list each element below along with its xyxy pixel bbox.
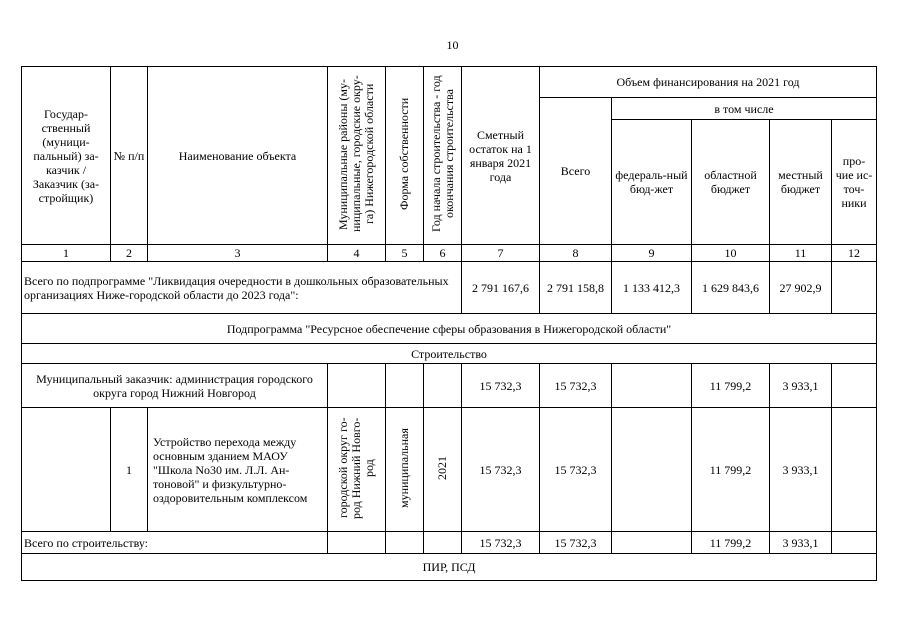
column-number: 10 <box>692 245 770 262</box>
column-number: 11 <box>770 245 832 262</box>
header-local: местный бюджет <box>770 120 832 245</box>
header-ownership <box>386 67 424 245</box>
subprogram-total-row <box>22 262 877 314</box>
column-number: 3 <box>148 245 328 262</box>
pir-title: ПИР, ПСД <box>22 554 877 581</box>
header-district <box>328 67 386 245</box>
header-district-text: Муниципальные районы (му-ниципальные, городские окру-га) Нижегородской области <box>336 75 376 233</box>
object-customer <box>22 408 111 532</box>
construction-total-federal <box>612 532 692 554</box>
customer-federal <box>612 364 692 408</box>
page-number: 10 <box>446 38 459 52</box>
customer-district <box>328 364 386 408</box>
customer-regional: 11 799,2 <box>692 364 770 408</box>
object-local: 3 933,1 <box>770 408 832 532</box>
object-year <box>424 408 462 532</box>
header-estimate: Сметный остаток на 1 января 2021 года <box>462 67 540 245</box>
customer-total: 15 732,3 <box>540 364 612 408</box>
column-numbers-row <box>22 245 877 262</box>
construction-year <box>424 532 462 554</box>
subprogram-total-total: 2 791 158,8 <box>540 262 612 314</box>
column-number: 9 <box>612 245 692 262</box>
object-total: 15 732,3 <box>540 408 612 532</box>
header-federal: федераль-ный бюд-жет <box>612 120 692 245</box>
customer-year <box>424 364 462 408</box>
subprogram-total-estimate: 2 791 167,6 <box>462 262 540 314</box>
object-estimate: 15 732,3 <box>462 408 540 532</box>
customer-local: 3 933,1 <box>770 364 832 408</box>
subprogram-total-federal: 1 133 412,3 <box>612 262 692 314</box>
object-ownership <box>386 408 424 532</box>
construction-total-row <box>22 532 877 554</box>
subprogram-title: Подпрограмма "Ресурсное обеспечение сферы образования в Нижегородской области" <box>22 314 877 344</box>
construction-total-regional: 11 799,2 <box>692 532 770 554</box>
customer-row <box>22 364 877 408</box>
object-other <box>832 408 877 532</box>
header-years-text: Год начала строительства - год окончания строительства <box>428 75 456 233</box>
column-number: 4 <box>328 245 386 262</box>
construction-total-label: Всего по строительству: <box>22 532 328 554</box>
column-number: 12 <box>832 245 877 262</box>
header-including: в том числе <box>612 98 877 120</box>
construction-total-other <box>832 532 877 554</box>
header-total: Всего <box>540 98 612 245</box>
construction-ownership <box>386 532 424 554</box>
header-regional: областной бюджет <box>692 120 770 245</box>
header-customer: Государ-ственный (муници-пальный) за-казчик / Заказчик (за-стройщик) <box>22 67 111 245</box>
column-number: 2 <box>111 245 148 262</box>
object-ownership-text: муниципальная <box>397 428 411 508</box>
subprogram-total-other <box>832 262 877 314</box>
header-other: про-чие ис-точ-ники <box>832 120 877 245</box>
header-years <box>424 67 462 245</box>
object-row <box>22 408 877 532</box>
object-year-text: 2021 <box>435 456 449 480</box>
construction-district <box>328 532 386 554</box>
customer-ownership <box>386 364 424 408</box>
object-district-text: городской округ го-род Нижний Новго-род <box>336 417 376 519</box>
header-name: Наименование объекта <box>148 67 328 245</box>
section-title: Строительство <box>22 344 877 364</box>
object-name: Устройство перехода между основным зданием МАОУ "Школа No30 им. Л.Л. Ан-тоновой" и физкультурно-оздоровительным комплексом <box>148 408 328 532</box>
customer-label: Муниципальный заказчик: администрация городского округа город Нижний Новгород <box>22 364 328 408</box>
object-district <box>328 408 386 532</box>
construction-total-total: 15 732,3 <box>540 532 612 554</box>
header-num: № п/п <box>111 67 148 245</box>
subprogram-total-local: 27 902,9 <box>770 262 832 314</box>
column-number: 1 <box>22 245 111 262</box>
object-num: 1 <box>111 408 148 532</box>
customer-other <box>832 364 877 408</box>
subprogram-total-label: Всего по подпрограмме "Ликвидация очередности в дошкольных образовательных организациях Ниже-городской области до 2023 года": <box>22 262 462 314</box>
financing-table <box>21 66 877 581</box>
object-federal <box>612 408 692 532</box>
object-regional: 11 799,2 <box>692 408 770 532</box>
column-number: 5 <box>386 245 424 262</box>
header-financing: Объем финансирования на 2021 год <box>540 67 877 98</box>
header-ownership-text: Форма собственности <box>397 97 411 211</box>
column-number: 6 <box>424 245 462 262</box>
construction-total-estimate: 15 732,3 <box>462 532 540 554</box>
column-number: 7 <box>462 245 540 262</box>
construction-total-local: 3 933,1 <box>770 532 832 554</box>
customer-estimate: 15 732,3 <box>462 364 540 408</box>
subprogram-total-regional: 1 629 843,6 <box>692 262 770 314</box>
column-number: 8 <box>540 245 612 262</box>
